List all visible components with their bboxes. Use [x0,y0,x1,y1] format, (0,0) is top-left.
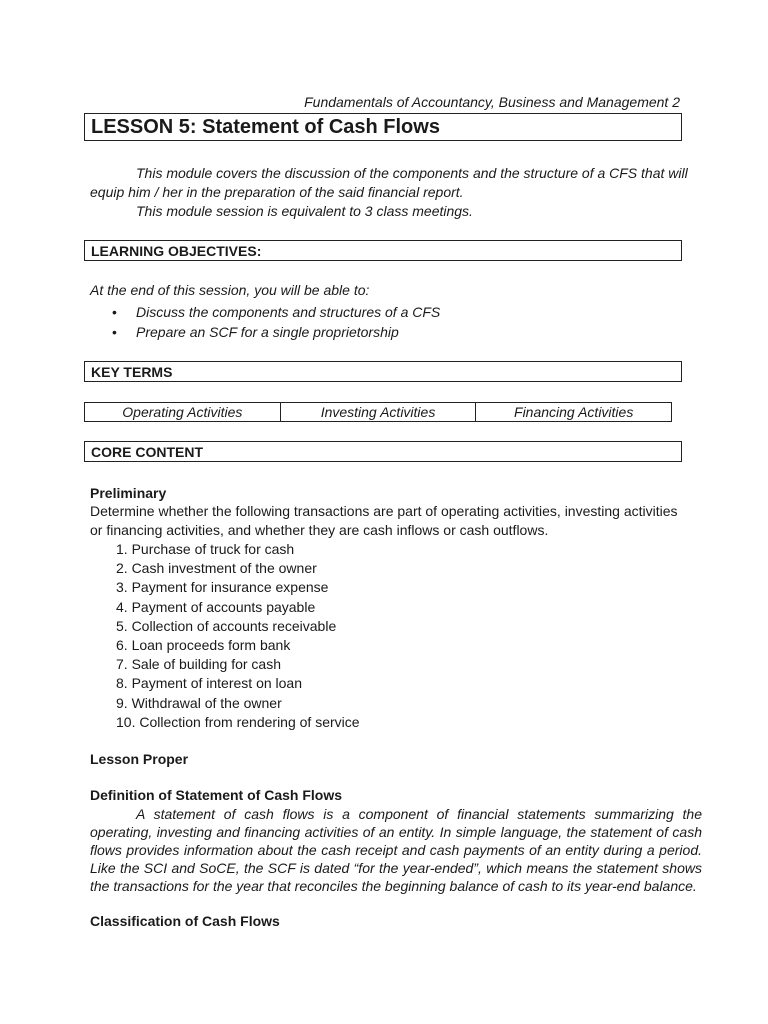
core-content-heading: CORE CONTENT [91,444,203,460]
objective-item: • Discuss the components and structures of a CFS [112,302,440,322]
classification-heading: Classification of Cash Flows [90,913,280,929]
list-item: 3. Payment for insurance expense [116,579,329,596]
lesson-title: LESSON 5: Statement of Cash Flows [91,116,440,138]
definition-paragraph [90,805,702,895]
intro-line-2: This module session is equivalent to 3 class meetings. [136,203,473,219]
list-item: 2. Cash investment of the owner [116,560,317,577]
intro-line-1: This module covers the discussion of the components and the structure of a CFS that will equip him / her in the preparation of the said financial report. [90,165,688,200]
lesson-proper-heading: Lesson Proper [90,751,189,767]
key-term-cell: Operating Activities [85,403,281,421]
lesson-title-box [84,113,682,141]
preliminary-heading: Preliminary [90,485,167,501]
definition-text: A statement of cash flows is a component of financial statements summarizing the operating, investing and financing activities of an entity. In simple language, the statement of cash flows provides information about the cash receipt and cash payments of an entity during a period. Like the SCI and SoCE, the SCF is dated “for the year-ended”, which means the statement shows the transactions for the year that reconciles the beginning balance of cash to its year-end balance. [90,806,702,894]
learning-objectives-box [84,240,682,261]
course-header: Fundamentals of Accountancy, Business and Management 2 [304,94,680,110]
list-item: 10. Collection from rendering of service [116,713,360,730]
list-item: 6. Loan proceeds form bank [116,637,291,654]
objectives-intro: At the end of this session, you will be able to: [90,282,370,298]
key-term-cell: Financing Activities [514,404,634,420]
transactions-list [116,540,360,732]
core-content-box [84,441,682,462]
intro-paragraph [90,164,690,221]
objective-item: • Prepare an SCF for a single proprietorship [112,322,440,342]
list-item: 8. Payment of interest on loan [116,675,302,692]
key-terms-table [84,402,672,422]
learning-objectives-heading: LEARNING OBJECTIVES: [91,243,262,259]
list-item: 5. Collection of accounts receivable [116,617,337,634]
list-item: 4. Payment of accounts payable [116,598,316,615]
key-terms-heading: KEY TERMS [91,364,173,380]
objectives-list [112,302,440,342]
list-item: 7. Sale of building for cash [116,656,281,673]
list-item: 9. Withdrawal of the owner [116,694,282,711]
key-terms-box [84,361,682,382]
definition-heading: Definition of Statement of Cash Flows [90,787,343,803]
key-term-cell: Investing Activities [281,403,477,421]
preliminary-text: Determine whether the following transactions are part of operating activities, investing activities or financing activities, and whether they are cash inflows or cash outflows. [90,503,678,538]
list-item: 1. Purchase of truck for cash [116,541,295,557]
